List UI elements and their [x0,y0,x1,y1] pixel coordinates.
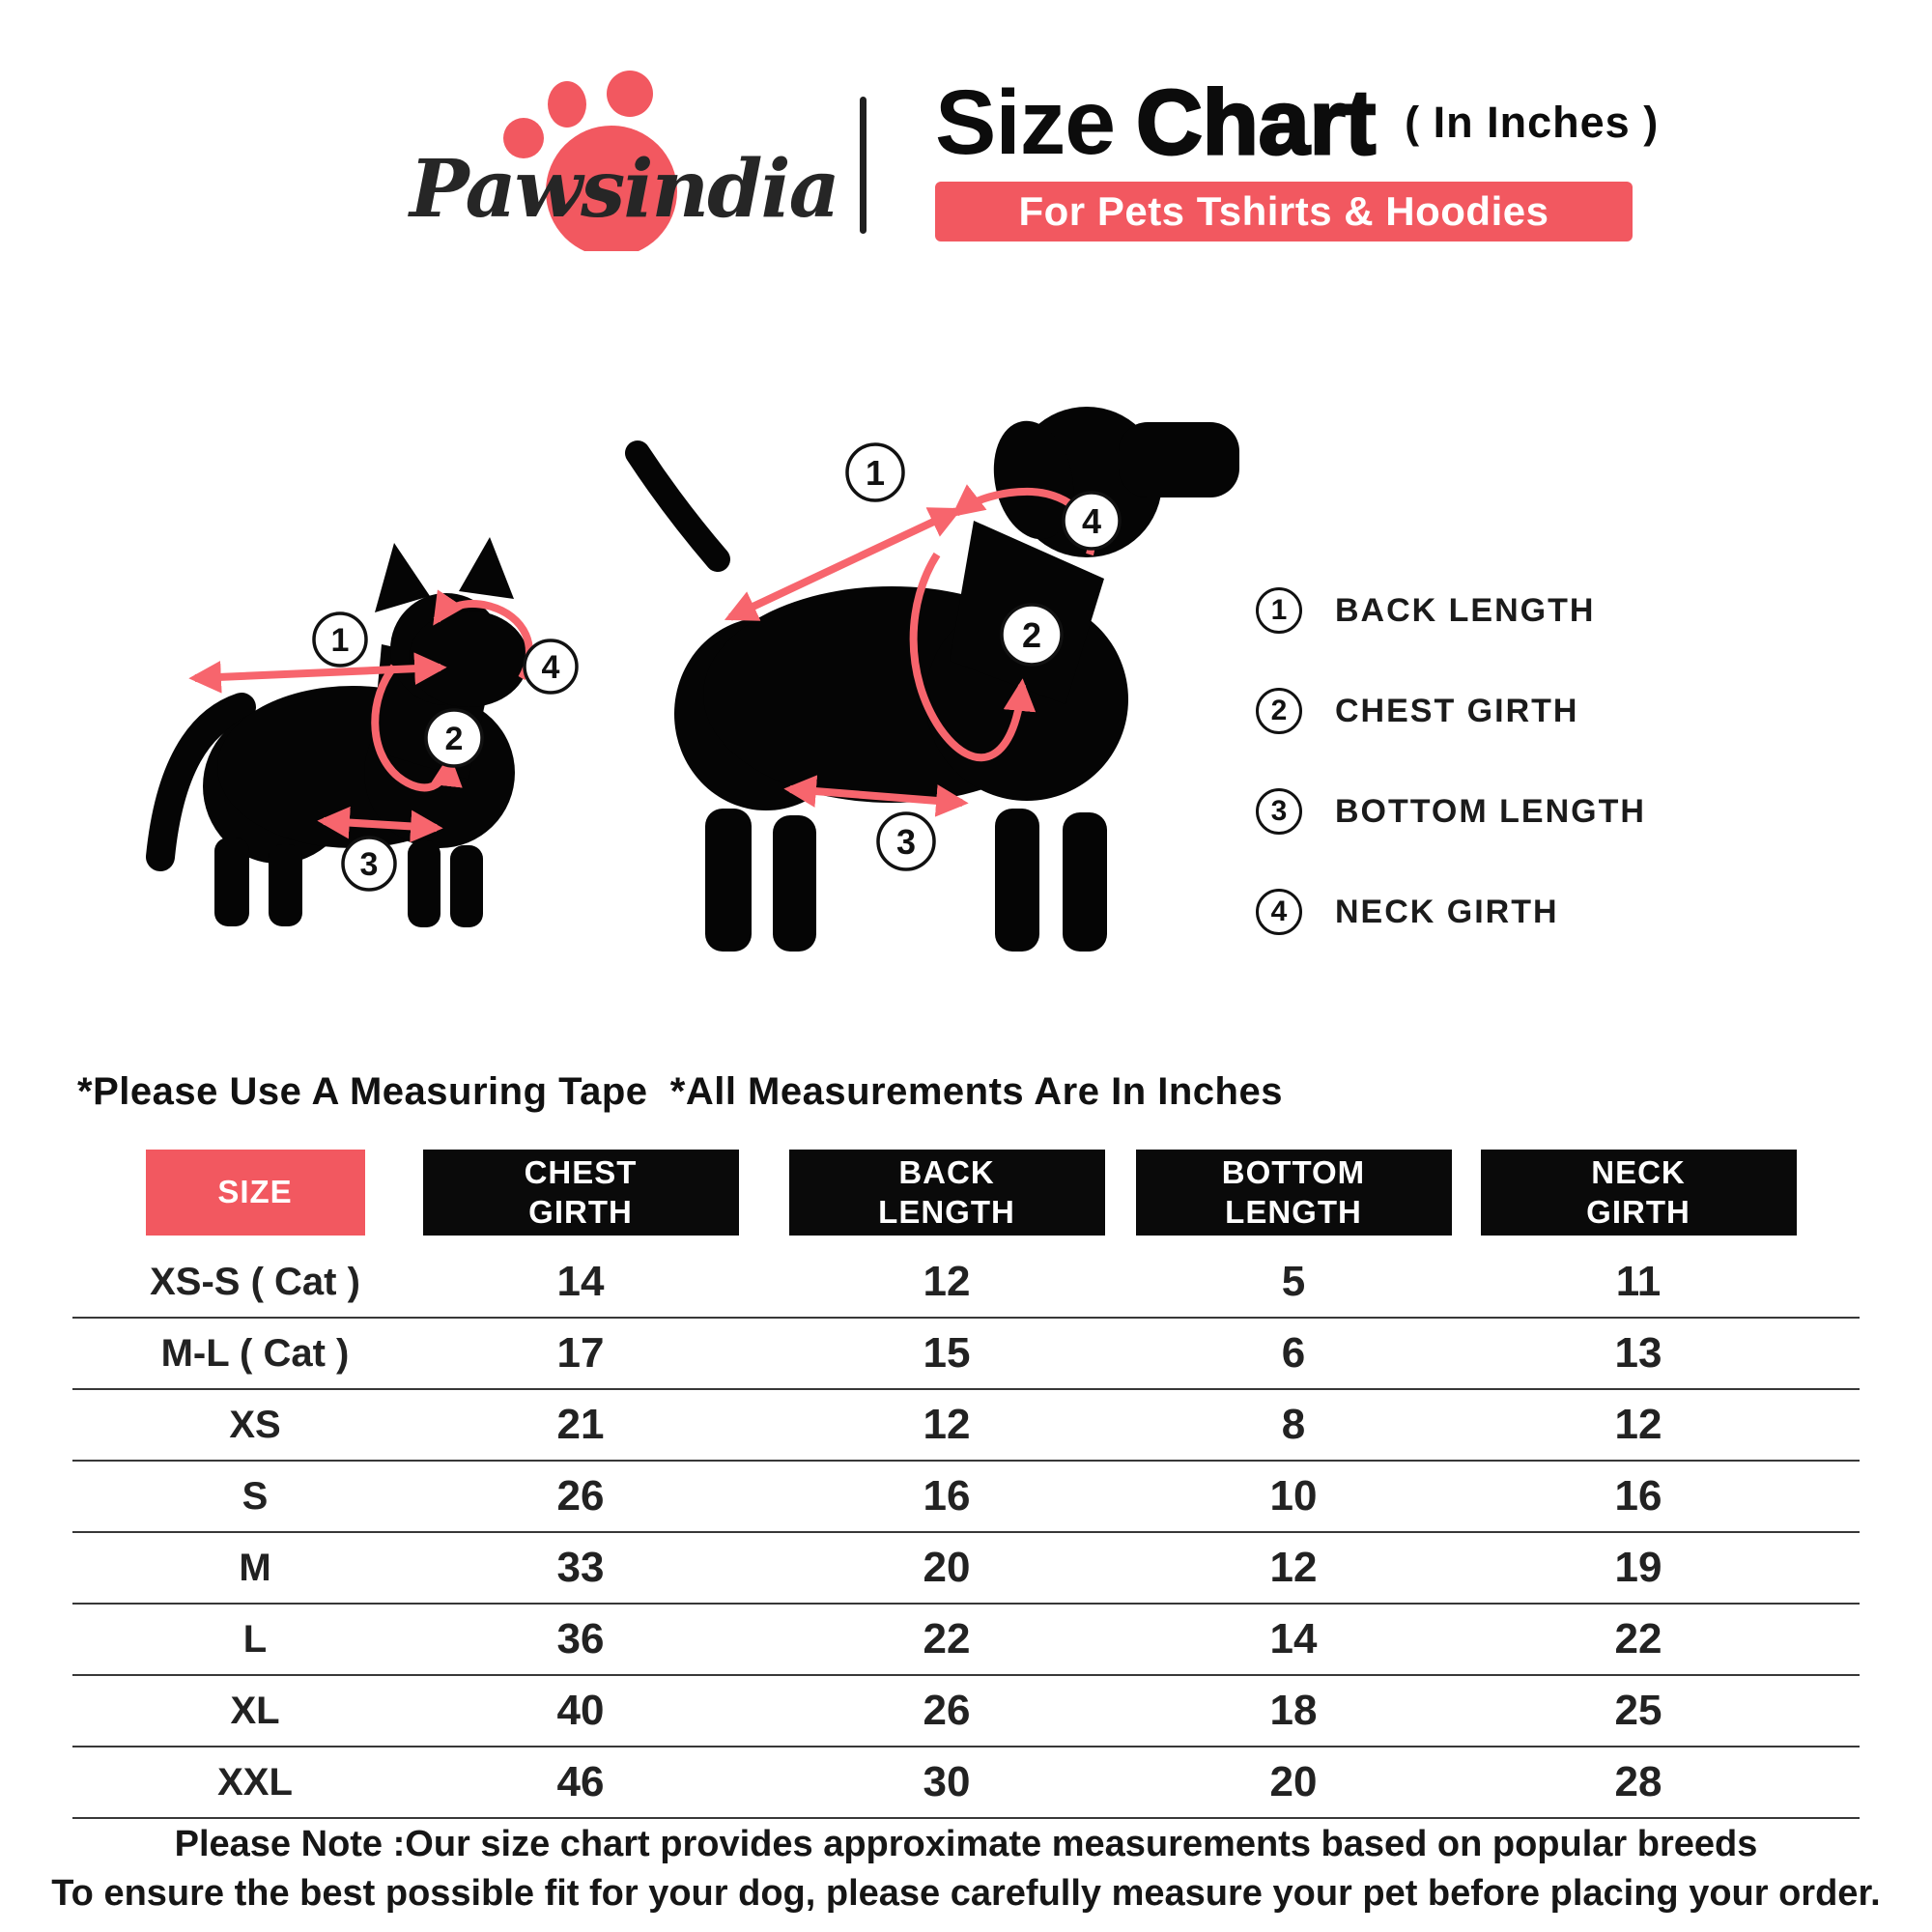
legend-item-chest-girth [1256,688,1646,734]
row-back: 12 [923,1401,971,1448]
title-chart: Chart [1136,71,1377,174]
header-neck-girth [1481,1150,1797,1236]
row-bottom: 10 [1269,1472,1318,1520]
dog-marker-1: 1 [865,453,886,493]
row-neck: 19 [1614,1544,1662,1591]
header-neck-line1: NECK [1591,1154,1686,1191]
cat-marker-2: 2 [444,721,464,757]
table-row [72,1676,1860,1747]
legend-label-neck-girth: NECK GIRTH [1335,893,1559,930]
row-bottom: 6 [1281,1329,1306,1377]
row-neck: 11 [1615,1258,1662,1305]
row-size: XXL [217,1760,293,1804]
row-bottom: 8 [1281,1401,1306,1448]
table-row [72,1390,1860,1462]
legend-badge-1: 1 [1256,587,1302,634]
cat-marker-3: 3 [359,846,379,883]
measurement-legend [1256,587,1646,935]
row-chest: 21 [556,1401,605,1448]
title-size: Size [935,71,1116,174]
row-back: 15 [923,1329,971,1377]
legend-item-back-length [1256,587,1646,634]
legend-badge-4: 4 [1256,889,1302,935]
footer-line-1: Please Note :Our size chart provides approximate measurements based on popular breeds [174,1824,1758,1864]
legend-label-chest-girth: CHEST GIRTH [1335,692,1579,729]
row-neck: 25 [1614,1687,1662,1734]
dog-silhouette [616,376,1244,955]
dog-marker-2: 2 [1021,615,1042,655]
footer-note [0,1820,1932,1919]
row-size: M-L ( Cat ) [160,1331,350,1375]
row-back: 22 [923,1615,971,1662]
row-back: 20 [923,1544,971,1591]
row-neck: 13 [1614,1329,1662,1377]
header-bottom-length [1136,1150,1452,1236]
subtitle-banner: For Pets Tshirts & Hoodies [935,182,1633,242]
header-chest-line1: CHEST [524,1154,638,1191]
row-chest: 40 [556,1687,605,1734]
row-chest: 36 [556,1615,605,1662]
dog-marker-3: 3 [895,822,917,862]
row-bottom: 12 [1269,1544,1318,1591]
row-size: M [239,1546,271,1589]
table-row [72,1319,1860,1390]
legend-badge-3: 3 [1256,788,1302,835]
legend-item-bottom-length [1256,788,1646,835]
table-row [72,1462,1860,1533]
size-table-body [72,1247,1860,1819]
brand-logo-text: Pawsindia [410,143,838,236]
row-chest: 46 [556,1758,605,1805]
legend-badge-2: 2 [1256,688,1302,734]
cat-silhouette [145,524,618,930]
row-size: XS-S ( Cat ) [150,1260,360,1303]
cat-marker-1: 1 [330,622,350,659]
table-row [72,1533,1860,1605]
header-size: SIZE [146,1150,365,1236]
row-chest: 33 [556,1544,605,1591]
row-bottom: 20 [1269,1758,1318,1805]
header-divider [860,97,867,234]
size-table-header [72,1150,1860,1236]
measuring-note: *Please Use A Measuring Tape *All Measurements Are In Inches [77,1070,1283,1113]
header-back-line1: BACK [898,1154,995,1191]
header-back-length [789,1150,1105,1236]
table-row [72,1247,1860,1319]
legend-item-neck-girth [1256,889,1646,935]
row-neck: 22 [1614,1615,1662,1662]
header-chest-line2: GIRTH [528,1193,633,1230]
header-bottom-line1: BOTTOM [1221,1154,1366,1191]
header-back-line2: LENGTH [878,1193,1015,1230]
row-neck: 16 [1614,1472,1662,1520]
table-row [72,1747,1860,1819]
table-row [72,1605,1860,1676]
title-units: ( In Inches ) [1405,98,1660,147]
row-size: XS [229,1403,281,1446]
row-size: S [242,1474,269,1518]
row-chest: 14 [556,1258,605,1305]
row-size: XL [230,1689,280,1732]
row-size: L [242,1617,268,1661]
row-back: 26 [923,1687,971,1734]
dog-tail [638,453,718,559]
size-table [72,1150,1860,1819]
dog-body-shapes [638,407,1239,952]
row-bottom: 18 [1269,1687,1318,1734]
header-neck-line2: GIRTH [1586,1193,1690,1230]
dog-marker-4: 4 [1081,501,1102,541]
row-chest: 17 [556,1329,605,1377]
header-bottom-line2: LENGTH [1225,1193,1362,1230]
row-bottom: 5 [1281,1258,1306,1305]
row-neck: 28 [1614,1758,1662,1805]
row-neck: 12 [1614,1401,1662,1448]
row-chest: 26 [556,1472,605,1520]
legend-label-bottom-length: BOTTOM LENGTH [1335,792,1646,830]
header-chest-girth [423,1150,739,1236]
cat-marker-4: 4 [541,649,560,686]
legend-label-back-length: BACK LENGTH [1335,591,1596,629]
row-back: 16 [923,1472,971,1520]
row-bottom: 14 [1269,1615,1318,1662]
row-back: 12 [923,1258,971,1305]
footer-line-2: To ensure the best possible fit for your dog, please carefully measure your pet before placing your order. [51,1873,1881,1915]
row-back: 30 [923,1758,971,1805]
page-title [935,70,1659,176]
